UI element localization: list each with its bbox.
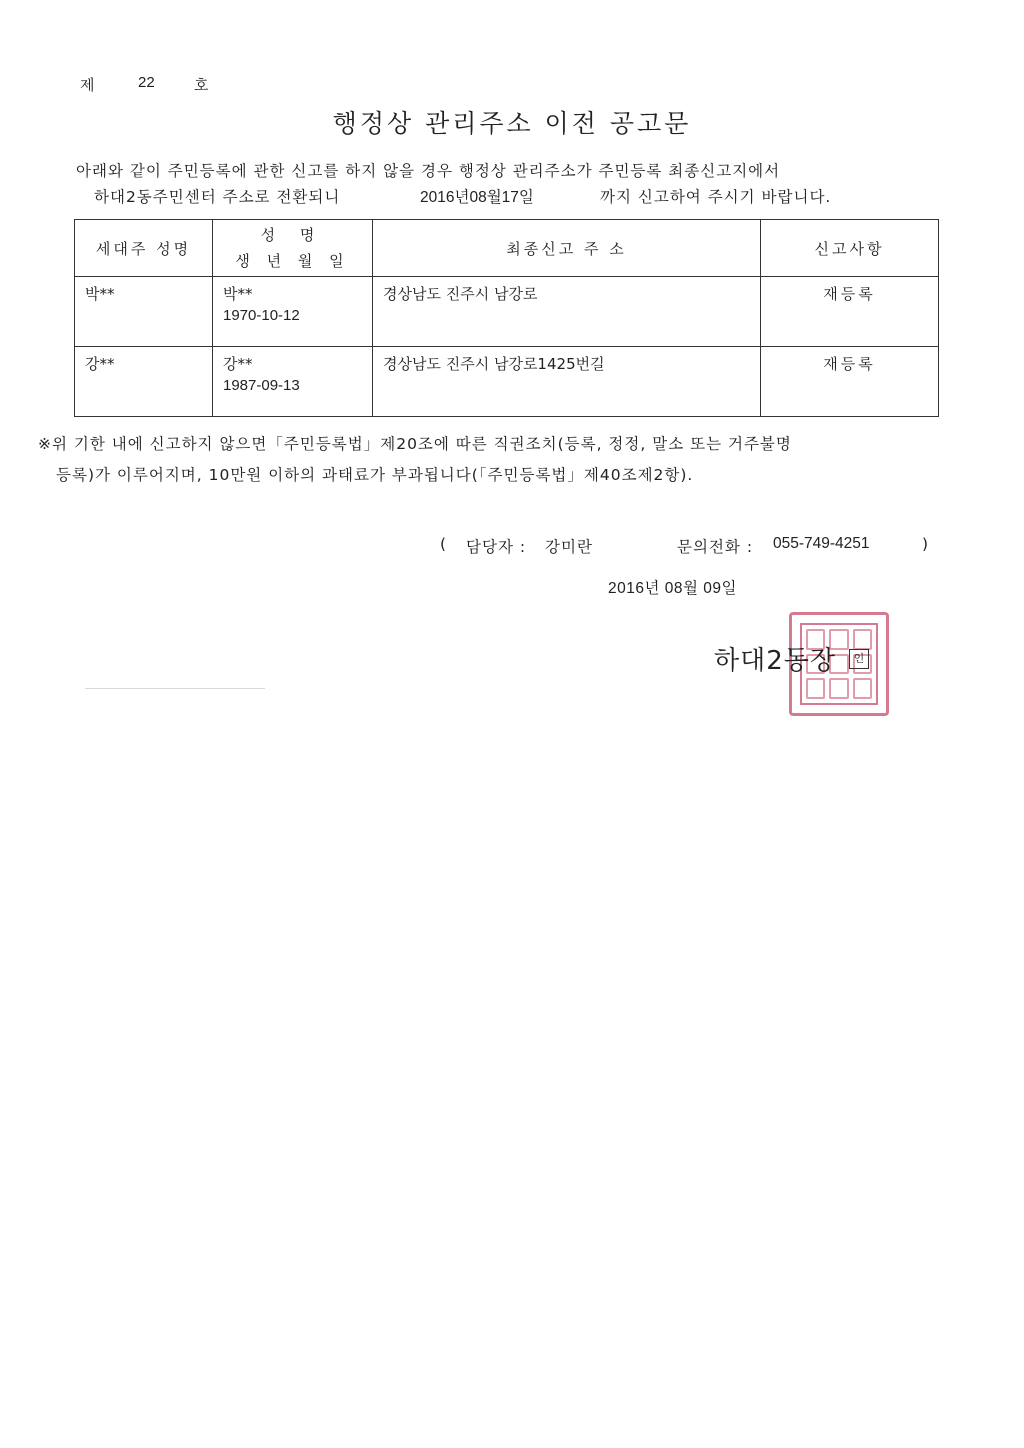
doc-number-suffix: 호	[194, 76, 209, 94]
doc-number: 22	[138, 74, 155, 91]
signatory-title: 하대2동장	[714, 646, 837, 676]
contact-person: 강미란	[545, 538, 593, 556]
cell-name-birth	[213, 347, 373, 417]
table-row	[75, 277, 939, 347]
cell-name: 강**	[223, 355, 253, 373]
intro-line-2-start: 하대2동주민센터 주소로 전환되니	[94, 188, 341, 206]
header-householder: 세대주 성명	[75, 220, 213, 277]
issue-date: 2016년 08월 09일	[608, 580, 737, 597]
table-header-row	[75, 220, 939, 277]
notice-line-2: 등록)가 이루어지며, 10만원 이하의 과태료가 부과됩니다(「주민등록법」제40조제2항).	[56, 466, 694, 484]
contact-phone-label: 문의전화 :	[677, 538, 754, 556]
cell-householder: 강**	[75, 347, 213, 417]
contact-person-label: 담당자 :	[466, 538, 527, 556]
cell-address: 경상남도 진주시 남강로	[373, 277, 761, 347]
cell-report: 재등록	[761, 277, 939, 347]
contact-open-paren: (	[440, 535, 448, 553]
header-address: 최종신고 주 소	[373, 220, 761, 277]
intro-line-2-end: 까지 신고하여 주시기 바랍니다.	[600, 188, 832, 206]
header-name: 성 명	[260, 226, 325, 244]
deadline-date: 2016년08월17일	[420, 189, 534, 206]
cell-birth: 1987-09-13	[223, 377, 300, 394]
table-row	[75, 347, 939, 417]
cell-householder: 박**	[75, 277, 213, 347]
intro-line-1: 아래와 같이 주민등록에 관한 신고를 하지 않을 경우 행정상 관리주소가 주민등록 최종신고지에서	[76, 162, 781, 180]
header-birth: 생 년 월 일	[235, 252, 350, 270]
notice-line-1: ※위 기한 내에 신고하지 않으면「주민등록법」제20조에 따른 직권조치(등록, 정정, 말소 또는 거주불명	[38, 435, 792, 453]
faint-scan-line	[85, 688, 265, 689]
notice-table	[74, 219, 939, 417]
contact-phone: 055-749-4251	[773, 535, 870, 552]
doc-number-prefix: 제	[80, 76, 95, 94]
cell-name-birth	[213, 277, 373, 347]
contact-close-paren: )	[922, 535, 930, 553]
page-title: 행정상 관리주소 이전 공고문	[332, 109, 692, 138]
seal-mark-box: 인	[849, 649, 869, 669]
header-name-birth	[213, 220, 373, 277]
cell-report: 재등록	[761, 347, 939, 417]
cell-address: 경상남도 진주시 남강로1425번길	[373, 347, 761, 417]
cell-birth: 1970-10-12	[223, 307, 300, 324]
header-report: 신고사항	[761, 220, 939, 277]
cell-name: 박**	[223, 285, 253, 303]
